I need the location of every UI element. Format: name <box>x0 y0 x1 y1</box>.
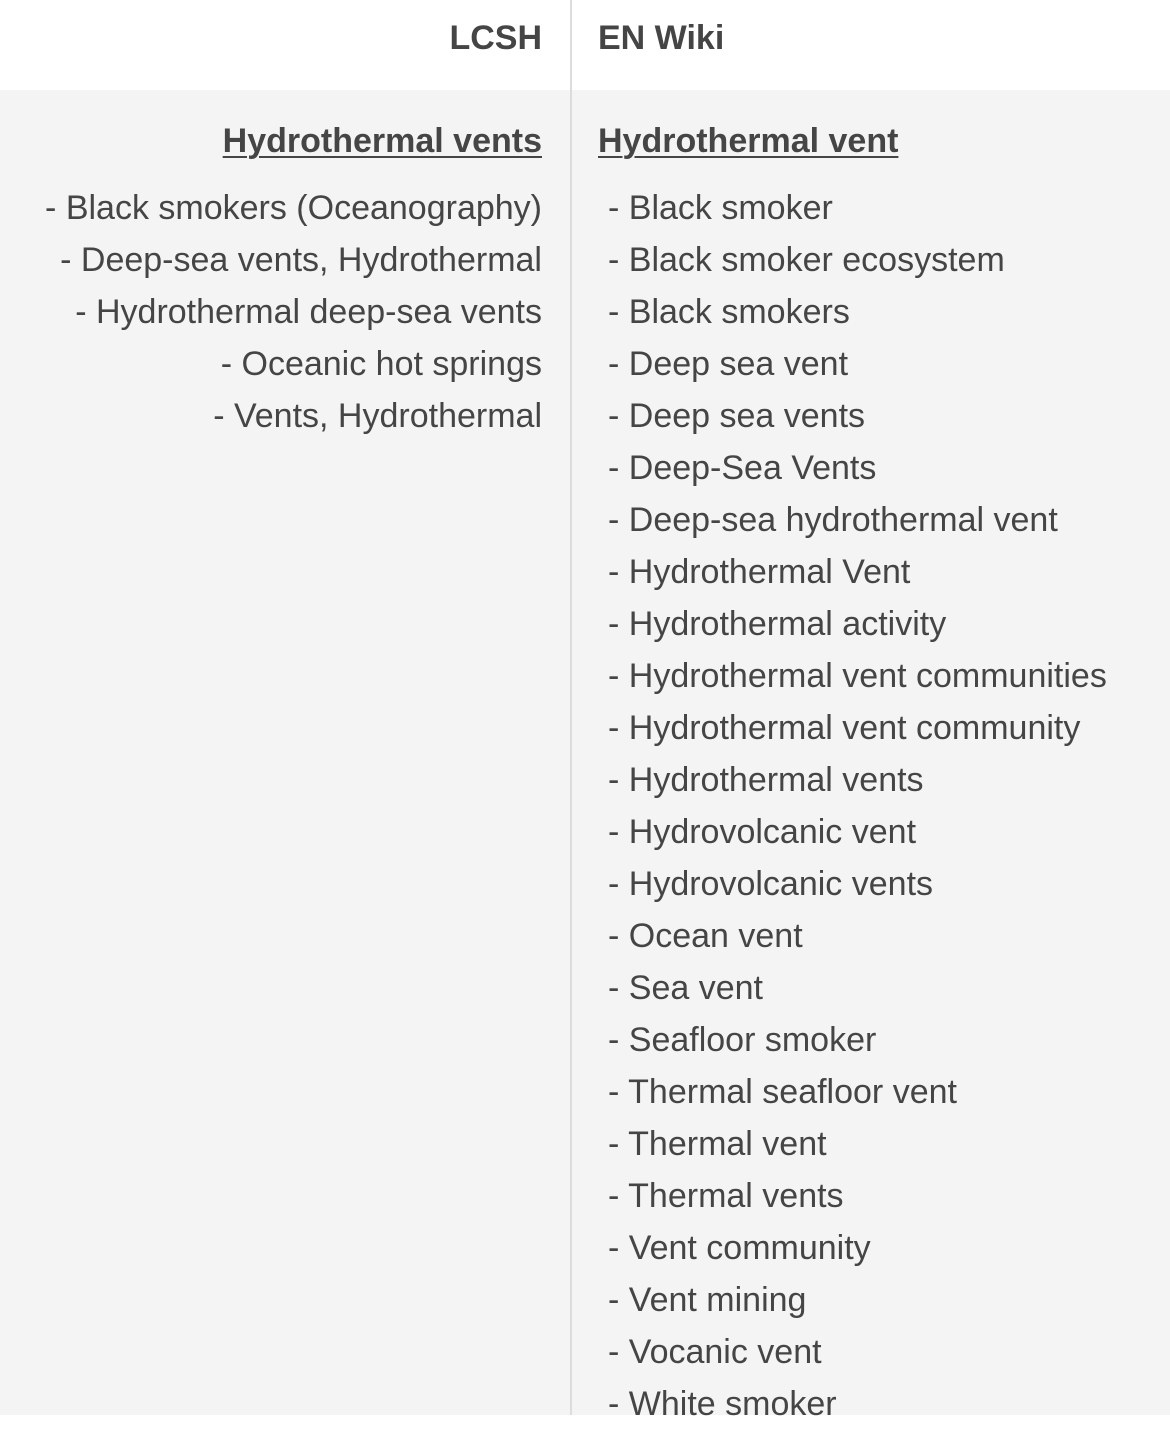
lcsh-term-link[interactable]: Hydrothermal vents <box>222 122 542 160</box>
list-item: - Black smoker ecosystem <box>608 241 1005 279</box>
list-item: - Sea vent <box>608 969 763 1007</box>
list-item: - Hydrothermal Vent <box>608 553 911 591</box>
list-item: - Vent mining <box>608 1281 807 1319</box>
list-item: - White smoker <box>608 1385 837 1423</box>
list-item: - Hydrovolcanic vents <box>608 865 934 903</box>
list-item: - Vents, Hydrothermal <box>213 397 542 435</box>
column-header-enwiki: EN Wiki <box>598 19 725 57</box>
column-divider <box>570 0 572 1415</box>
list-item: - Oceanic hot springs <box>220 345 542 383</box>
list-item: - Deep sea vents <box>608 397 866 435</box>
enwiki-variant-list <box>608 182 1107 1430</box>
list-item: - Seafloor smoker <box>608 1021 877 1059</box>
column-header-lcsh: LCSH <box>449 19 542 57</box>
table-body <box>0 90 1170 1423</box>
list-item: - Thermal vent <box>608 1125 827 1163</box>
list-item: - Thermal seafloor vent <box>608 1073 957 1111</box>
list-item: - Hydrovolcanic vent <box>608 813 917 851</box>
list-item: - Thermal vents <box>608 1177 844 1215</box>
table-header <box>0 0 1170 90</box>
list-item: - Deep-sea vents, Hydrothermal <box>60 241 542 279</box>
list-item: - Hydrothermal deep-sea vents <box>75 293 542 331</box>
list-item: - Ocean vent <box>608 917 803 955</box>
list-item: - Deep sea vent <box>608 345 849 383</box>
list-item: - Vent community <box>608 1229 871 1267</box>
list-item: - Deep-sea hydrothermal vent <box>608 501 1058 539</box>
lcsh-variant-list <box>45 182 542 442</box>
list-item: - Black smokers (Oceanography) <box>45 189 542 227</box>
enwiki-term-link[interactable]: Hydrothermal vent <box>598 122 899 160</box>
list-item: - Hydrothermal activity <box>608 605 947 643</box>
list-item: - Hydrothermal vents <box>608 761 924 799</box>
list-item: - Black smoker <box>608 189 833 227</box>
list-item: - Vocanic vent <box>608 1333 822 1371</box>
list-item: - Hydrothermal vent community <box>608 709 1081 747</box>
list-item: - Deep-Sea Vents <box>608 449 877 487</box>
list-item: - Hydrothermal vent communities <box>608 657 1107 695</box>
list-item: - Black smokers <box>608 293 850 331</box>
